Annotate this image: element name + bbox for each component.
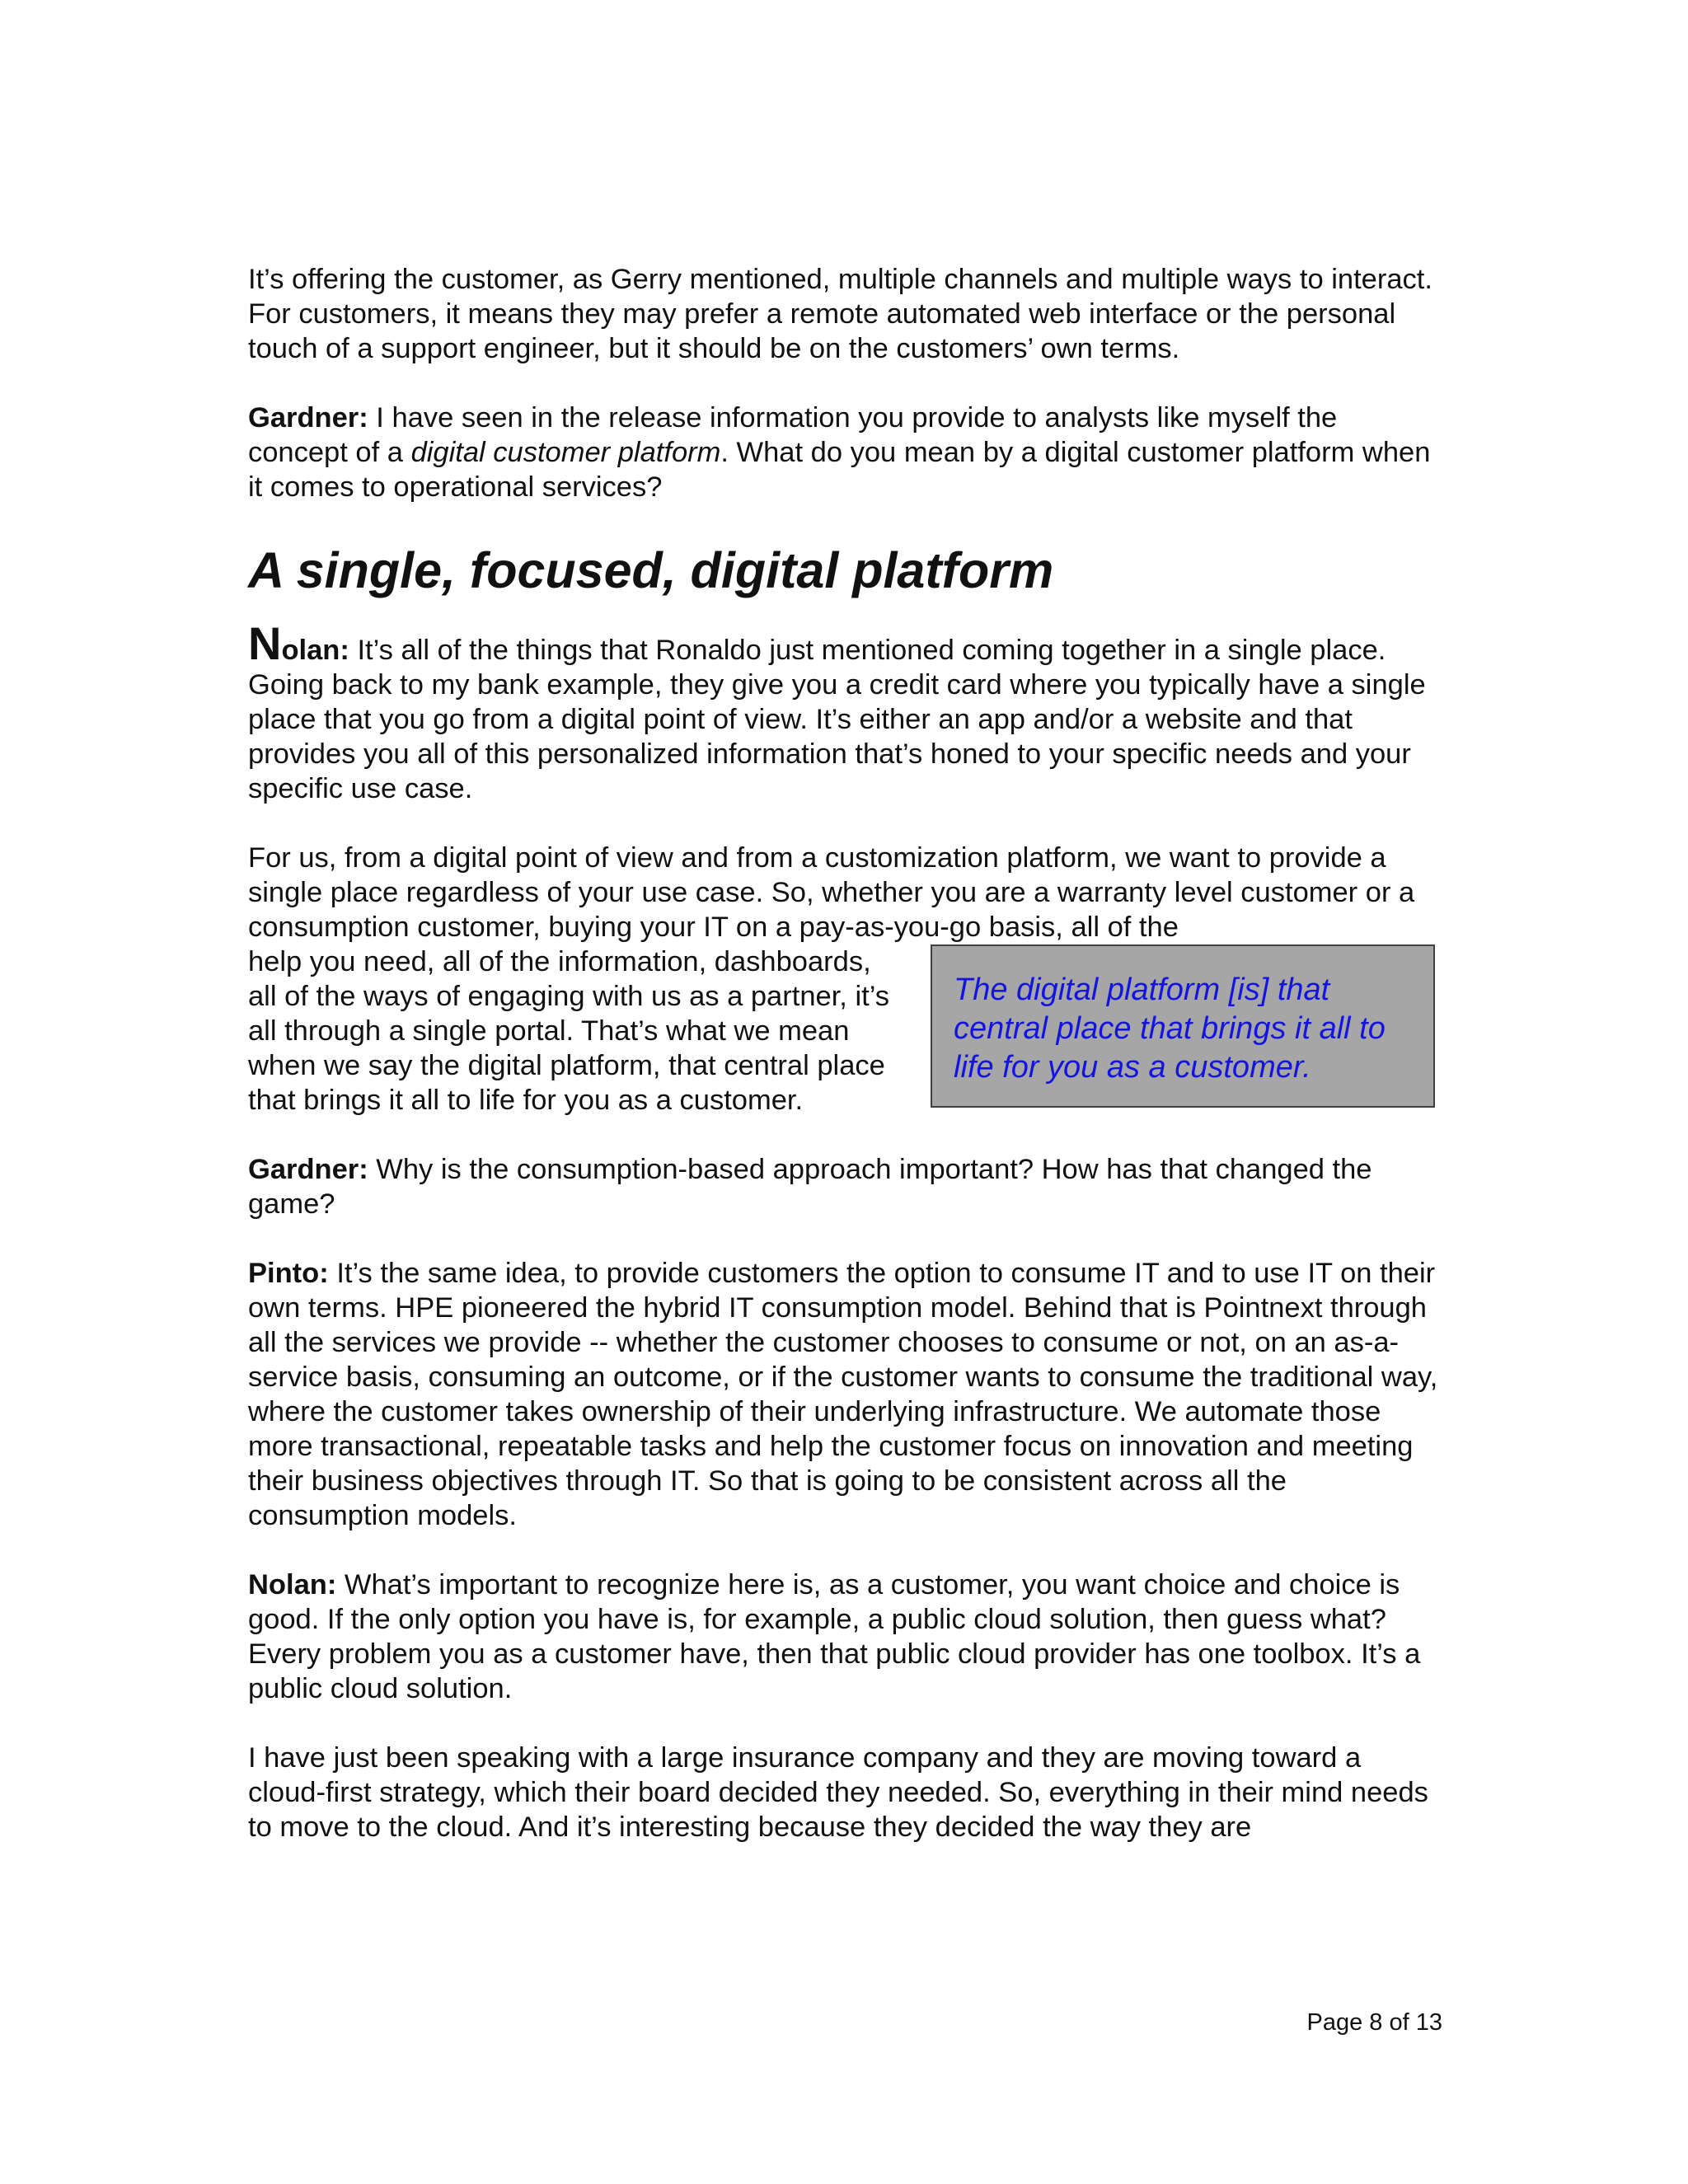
italic-term: digital customer platform: [410, 437, 721, 468]
speaker-label: olan:: [281, 635, 349, 666]
paragraph-text: For us, from a digital point of view and from a customization platform, we want to provide a single place regardless of your use case. So, whether you are a warranty level customer or a consumption customer, buying your IT on a pay-as-you-go basis, all of the: [248, 842, 1415, 943]
pull-quote-callout: The digital platform [is] that central place that brings it all to life for you as a customer.: [931, 944, 1435, 1108]
paragraph-gardner-question: [248, 401, 1443, 504]
paragraph-text: It’s the same idea, to provide customers the option to consume IT and to use IT on their own terms. HPE pioneered the hybrid IT consumption model. Behind that is Pointnext through all the services we provide -- whether the customer chooses to consume or not, on an as-a-service basis, consuming an outcome, or if the customer wants to consume the traditional way, where the customer takes ownership of their underlying infrastructure. We automate those more transactional, repeatable tasks and help the customer focus on innovation and meeting their business objectives through IT. So that is going to be consistent across all the consumption models.: [248, 1258, 1438, 1531]
paragraph-multichannel: It’s offering the customer, as Gerry mentioned, multiple channels and multiple ways to interact. For customers, it means they may prefer a remote automated web interface or the personal touch of a support engineer, but it should be on the customers’ own terms.: [248, 264, 1432, 364]
paragraph-insurance-company: I have just been speaking with a large insurance company and they are moving toward a cloud-first strategy, which their board decided they needed. So, everything in their mind needs to move to the cloud. And it’s interesting because they decided the way they are: [248, 1742, 1428, 1843]
speaker-label: Nolan:: [248, 1569, 337, 1601]
paragraph-text: It’s all of the things that Ronaldo just mentioned coming together in a single place. Going back to my bank example, they give you a credit card where you typically have a single place that you go from a digital point of view. It’s either an app and/or a website and that provides you all of this personalized information that’s honed to your specific needs and your specific use case.: [248, 635, 1426, 804]
document-body: [248, 262, 1443, 1879]
paragraph-nolan-answer: [248, 617, 1443, 806]
paragraph-text: help you need, all of the information, dashboards, all of the ways of engaging with us as a partner, it’s all through a single portal. That’s what we mean when we say the digital platform, that central place that brings it all to life for you as a customer.: [248, 946, 889, 1116]
paragraph-gardner-consumption: [248, 1152, 1443, 1221]
speaker-label: Gardner:: [248, 402, 368, 434]
paragraph-nolan-choice: [248, 1568, 1443, 1706]
paragraph-single-place: [248, 841, 1443, 1118]
paragraph-pinto-answer: [248, 1256, 1443, 1533]
paragraph-text: Why is the consumption-based approach important? How has that changed the game?: [248, 1154, 1372, 1220]
paragraph-text: What’s important to recognize here is, as a customer, you want choice and choice is good. If the only option you have is, for example, a public cloud solution, then guess what? Every problem you as a customer have, then that public cloud provider has one toolbox. It’s a public cloud solution.: [248, 1569, 1421, 1704]
speaker-label: Pinto:: [248, 1258, 329, 1289]
paragraph-text: . What do you mean by a digital customer platform when it comes to operational services?: [248, 437, 1431, 503]
page-number: Page 8 of 13: [1306, 2009, 1442, 2036]
section-heading: A single, focused, digital platform: [248, 542, 1054, 598]
paragraph-text: I have seen in the release information you provide to analysts like myself the concept of a: [248, 402, 1338, 468]
drop-cap: N: [248, 617, 282, 669]
speaker-label: Gardner:: [248, 1154, 368, 1185]
